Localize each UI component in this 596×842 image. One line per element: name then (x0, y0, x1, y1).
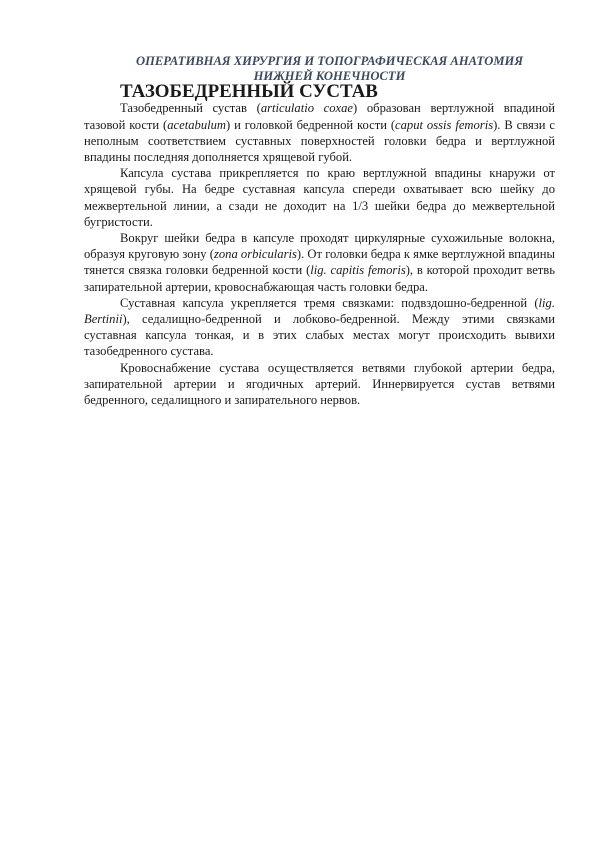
document-title (84, 54, 555, 84)
text-run: ) и головкой бедренной кости ( (226, 117, 396, 132)
paragraph-2: Капсула сустава прикрепляется по краю вертлужной впадины кнаружи от хрящевой губы. На бедре суставная капсула спереди охватывает всю шейку до межвертельной линии, а сзади не доходит на 1/3 шейки бедра до межвертельной бугристости. (84, 166, 555, 229)
title-line-2: НИЖНЕЙ КОНЕЧНОСТИ (253, 69, 406, 84)
text-run: ) образован вертлужной впадиной тазовой кости ( (84, 101, 555, 132)
text-run: ). От головки бедра к ямке вертлужной впадины тянется связка головки бедренной кости ( (84, 247, 555, 278)
document-page (84, 54, 555, 408)
paragraph-4 (84, 295, 555, 360)
latin-term: acetabulum (167, 117, 227, 132)
latin-term: caput ossis femoris (395, 117, 494, 132)
text-run: ), в которой проходит ветвь запирательной артерии, кровоснабжающая часть головки бедра. (84, 263, 555, 294)
paragraph-5: Кровоснабжение сустава осуществляется ветвями глубокой артерии бедра, запирательной артерии и ягодичных артерий. Иннервируется сустав ветвями бедренного, седалищного и запирательного нервов. (84, 360, 555, 408)
title-line-1: ОПЕРАТИВНАЯ ХИРУРГИЯ И ТОПОГРАФИЧЕСКАЯ АНАТОМИЯ (135, 54, 524, 68)
latin-term: articulatio coxae (260, 101, 354, 116)
paragraph-3 (84, 230, 555, 295)
text-run: Тазобедренный сустав ( (120, 101, 261, 116)
latin-term: lig. capitis femoris (310, 263, 406, 278)
latin-term: zona orbicularis (213, 247, 297, 262)
text-run: Вокруг шейки бедра в капсуле проходят циркулярные сухожильные волокна, образуя круговую зону ( (84, 231, 555, 262)
text-run: ), седалищно-бедренной и лобково-бедренной. Между этими связками суставная капсула тонкая, и в этих слабых местах могут происходить вывихи тазобедренного сустава. (84, 312, 555, 359)
section-heading: ТАЗОБЕДРЕННЫЙ СУСТАВ (120, 81, 378, 103)
paragraph-1 (84, 100, 555, 165)
text-run: ). В связи с неполным соответствием суставных поверхностей головки бедра и вертлужной впадины последняя дополняется хрящевой губой. (84, 117, 556, 165)
text-run: Суставная капсула укрепляется тремя связками: подвздошно-бедренной ( (120, 295, 539, 310)
latin-term: lig. Bertinii (84, 295, 555, 327)
